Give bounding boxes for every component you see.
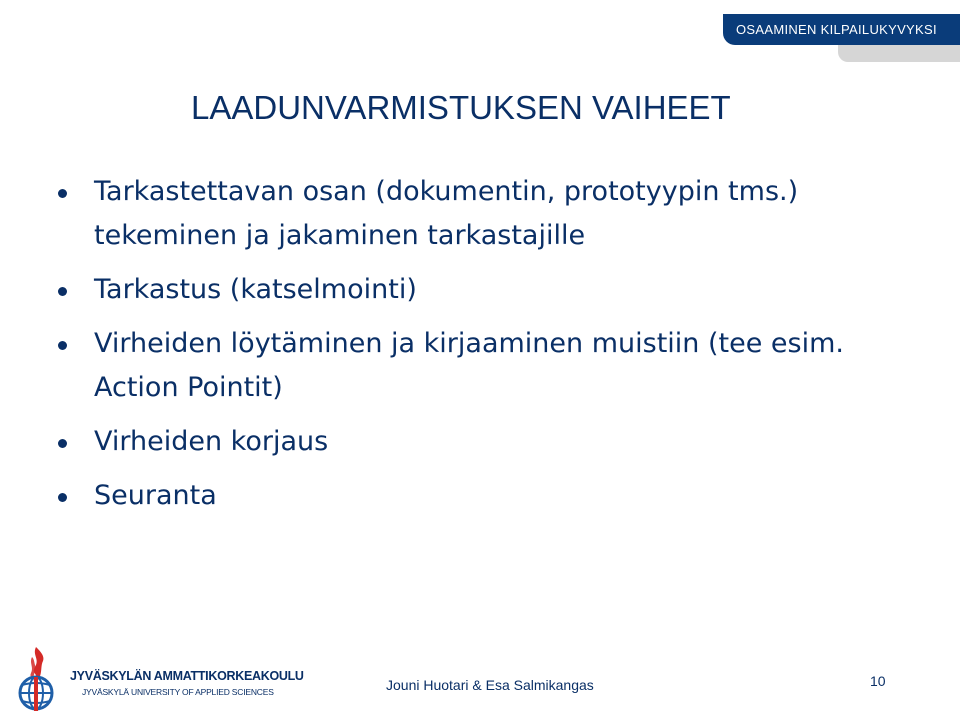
top-banner: OSAAMINEN KILPAILUKYVYKSI [723,14,960,45]
bullet-item [56,170,854,258]
logo-subtitle: JYVÄSKYLÄ UNIVERSITY OF APPLIED SCIENCES [82,687,274,697]
jamk-logo [10,645,304,715]
jamk-torch-globe-logo-icon [10,645,62,715]
bullet-item [56,268,854,312]
bullet-list [56,170,936,528]
bullet-text: Seuranta [94,480,217,511]
bullet-item [56,420,854,464]
bullet-text: Virheiden löytäminen ja kirjaaminen muistiin (tee esim. Action Pointit) [94,328,844,403]
bullet-dot-icon [58,439,67,448]
bullet-dot-icon [58,493,67,502]
footer-authors: Jouni Huotari & Esa Salmikangas [386,677,594,693]
bullet-item [56,474,854,518]
bullet-item [56,322,854,410]
slide-title: LAADUNVARMISTUKSEN VAIHEET [191,89,731,126]
logo-name: JYVÄSKYLÄN AMMATTIKORKEAKOULU [70,669,304,683]
bullet-text: Tarkastus (katselmointi) [94,274,417,305]
bullet-dot-icon [58,189,67,198]
bullet-text: Tarkastettavan osan (dokumentin, prototyypin tms.) tekeminen ja jakaminen tarkastajille [94,176,799,251]
bullet-dot-icon [58,287,67,296]
page-number: 10 [870,673,886,689]
bullet-dot-icon [58,341,67,350]
bullet-text: Virheiden korjaus [94,426,329,457]
